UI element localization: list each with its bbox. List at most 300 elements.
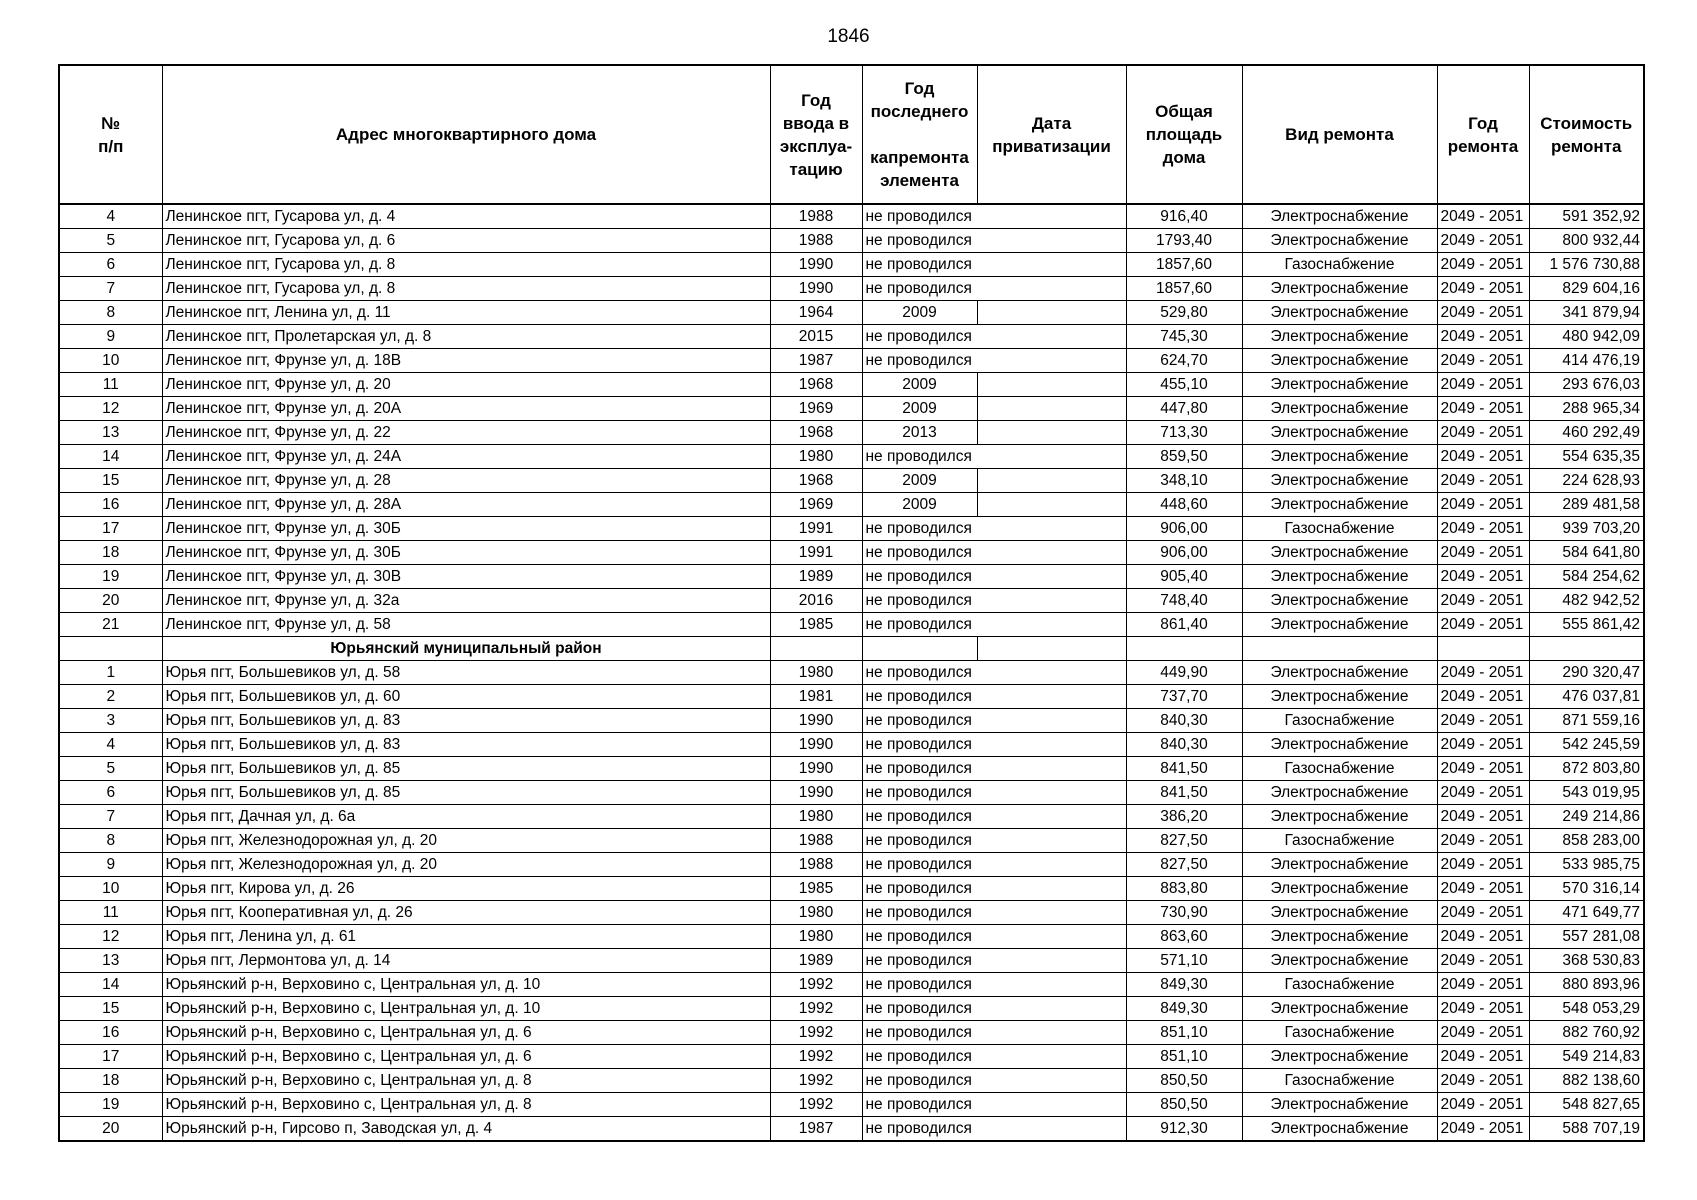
row-privatization [977,589,1126,613]
row-number: 19 [59,1093,162,1117]
row-address: Юрья пгт, Железнодорожная ул, д. 20 [162,853,770,877]
header-year-built: Год ввода в эксплуа- тацию [770,65,862,204]
row-last-repair: не проводился [862,733,977,757]
table-body-top [59,204,1644,637]
row-number: 14 [59,445,162,469]
table-row [59,877,1644,901]
row-address: Юрья пгт, Дачная ул, д. 6а [162,805,770,829]
row-area: 730,90 [1126,901,1242,925]
row-cost: 543 019,95 [1529,781,1644,805]
row-last-repair: не проводился [862,997,977,1021]
row-address: Ленинское пгт, Ленина ул, д. 11 [162,301,770,325]
row-area: 713,30 [1126,421,1242,445]
row-year-built: 2016 [770,589,862,613]
section-title: Юрьянский муниципальный район [162,637,770,661]
row-address: Юрья пгт, Кооперативная ул, д. 26 [162,901,770,925]
row-privatization [977,253,1126,277]
row-area: 851,10 [1126,1021,1242,1045]
table-row [59,445,1644,469]
row-area: 448,60 [1126,493,1242,517]
row-number: 11 [59,901,162,925]
section-empty-cell [1242,637,1437,661]
row-repair-type: Электроснабжение [1242,325,1437,349]
row-repair-period: 2049 - 2051 [1437,1093,1529,1117]
row-area: 348,10 [1126,469,1242,493]
row-cost: 289 481,58 [1529,493,1644,517]
row-cost: 548 827,65 [1529,1093,1644,1117]
row-privatization [977,925,1126,949]
row-area: 1793,40 [1126,229,1242,253]
row-cost: 548 053,29 [1529,997,1644,1021]
row-privatization [977,469,1126,493]
table-row [59,973,1644,997]
row-repair-type: Газоснабжение [1242,517,1437,541]
row-privatization [977,685,1126,709]
row-number: 17 [59,517,162,541]
table-row [59,805,1644,829]
row-cost: 584 254,62 [1529,565,1644,589]
row-privatization [977,493,1126,517]
row-area: 840,30 [1126,733,1242,757]
row-area: 1857,60 [1126,277,1242,301]
row-cost: 570 316,14 [1529,877,1644,901]
row-year-built: 1991 [770,541,862,565]
row-repair-period: 2049 - 2051 [1437,589,1529,613]
header-cost: Стоимость ремонта [1529,65,1644,204]
table-row [59,421,1644,445]
row-area: 1857,60 [1126,253,1242,277]
section-empty-cell [1529,637,1644,661]
row-repair-type: Электроснабжение [1242,421,1437,445]
row-cost: 414 476,19 [1529,349,1644,373]
row-cost: 858 283,00 [1529,829,1644,853]
row-last-repair: не проводился [862,877,977,901]
row-repair-type: Электроснабжение [1242,541,1437,565]
row-year-built: 1990 [770,757,862,781]
row-area: 849,30 [1126,997,1242,1021]
row-last-repair: не проводился [862,613,977,637]
table-row [59,277,1644,301]
row-year-built: 1969 [770,493,862,517]
row-last-repair: не проводился [862,541,977,565]
row-last-repair: не проводился [862,925,977,949]
row-address: Юрьянский р-н, Верховино с, Центральная ул, д. 8 [162,1069,770,1093]
row-last-repair: не проводился [862,781,977,805]
row-repair-type: Электроснабжение [1242,349,1437,373]
row-year-built: 1988 [770,853,862,877]
section-num-cell [59,637,162,661]
row-repair-period: 2049 - 2051 [1437,349,1529,373]
row-privatization [977,349,1126,373]
row-privatization [977,229,1126,253]
row-repair-type: Электроснабжение [1242,397,1437,421]
row-number: 7 [59,805,162,829]
row-number: 17 [59,1045,162,1069]
row-year-built: 1969 [770,397,862,421]
row-area: 849,30 [1126,973,1242,997]
row-repair-type: Электроснабжение [1242,661,1437,685]
row-number: 12 [59,925,162,949]
row-repair-period: 2049 - 2051 [1437,829,1529,853]
row-address: Юрья пгт, Кирова ул, д. 26 [162,877,770,901]
section-row [59,637,1644,661]
row-address: Юрьянский р-н, Верховино с, Центральная ул, д. 8 [162,1093,770,1117]
row-year-built: 1990 [770,781,862,805]
row-year-built: 1990 [770,733,862,757]
row-address: Ленинское пгт, Фрунзе ул, д. 22 [162,421,770,445]
table-row [59,565,1644,589]
row-cost: 800 932,44 [1529,229,1644,253]
row-repair-type: Газоснабжение [1242,757,1437,781]
row-privatization [977,709,1126,733]
row-year-built: 1987 [770,349,862,373]
table-row [59,229,1644,253]
row-privatization [977,301,1126,325]
row-privatization [977,277,1126,301]
table-row [59,661,1644,685]
row-repair-period: 2049 - 2051 [1437,1117,1529,1142]
header-repair-year: Год ремонта [1437,65,1529,204]
row-privatization [977,613,1126,637]
row-repair-period: 2049 - 2051 [1437,204,1529,229]
row-number: 21 [59,613,162,637]
row-cost: 290 320,47 [1529,661,1644,685]
row-cost: 482 942,52 [1529,589,1644,613]
row-address: Юрья пгт, Большевиков ул, д. 83 [162,709,770,733]
row-privatization [977,973,1126,997]
row-privatization [977,949,1126,973]
row-year-built: 1989 [770,565,862,589]
row-address: Ленинское пгт, Пролетарская ул, д. 8 [162,325,770,349]
row-last-repair: не проводился [862,829,977,853]
row-address: Ленинское пгт, Фрунзе ул, д. 30Б [162,517,770,541]
row-area: 386,20 [1126,805,1242,829]
row-address: Ленинское пгт, Фрунзе ул, д. 24А [162,445,770,469]
row-address: Юрья пгт, Большевиков ул, д. 60 [162,685,770,709]
row-repair-period: 2049 - 2051 [1437,277,1529,301]
row-year-built: 1985 [770,613,862,637]
row-cost: 591 352,92 [1529,204,1644,229]
row-privatization [977,829,1126,853]
row-year-built: 1987 [770,1117,862,1142]
row-cost: 549 214,83 [1529,1045,1644,1069]
row-number: 4 [59,733,162,757]
table-row [59,997,1644,1021]
row-number: 15 [59,997,162,1021]
row-repair-period: 2049 - 2051 [1437,373,1529,397]
row-repair-period: 2049 - 2051 [1437,325,1529,349]
row-number: 14 [59,973,162,997]
row-repair-period: 2049 - 2051 [1437,565,1529,589]
row-repair-period: 2049 - 2051 [1437,781,1529,805]
row-repair-type: Электроснабжение [1242,685,1437,709]
row-privatization [977,541,1126,565]
row-area: 745,30 [1126,325,1242,349]
row-cost: 542 245,59 [1529,733,1644,757]
row-number: 5 [59,757,162,781]
row-area: 455,10 [1126,373,1242,397]
row-repair-period: 2049 - 2051 [1437,517,1529,541]
row-area: 912,30 [1126,1117,1242,1142]
row-repair-type: Электроснабжение [1242,589,1437,613]
row-cost: 557 281,08 [1529,925,1644,949]
row-privatization [977,565,1126,589]
row-number: 9 [59,325,162,349]
row-year-built: 1988 [770,204,862,229]
row-area: 850,50 [1126,1069,1242,1093]
table-row [59,1021,1644,1045]
row-address: Ленинское пгт, Фрунзе ул, д. 28А [162,493,770,517]
row-area: 841,50 [1126,781,1242,805]
row-last-repair: 2009 [862,301,977,325]
row-privatization [977,445,1126,469]
table-row [59,589,1644,613]
row-last-repair: не проводился [862,349,977,373]
row-address: Юрья пгт, Большевиков ул, д. 58 [162,661,770,685]
table-row [59,685,1644,709]
row-address: Юрьянский р-н, Верховино с, Центральная ул, д. 10 [162,973,770,997]
row-repair-type: Электроснабжение [1242,733,1437,757]
row-last-repair: не проводился [862,325,977,349]
table-row [59,613,1644,637]
row-privatization [977,1021,1126,1045]
row-number: 6 [59,253,162,277]
row-address: Ленинское пгт, Гусарова ул, д. 4 [162,204,770,229]
row-address: Ленинское пгт, Фрунзе ул, д. 30В [162,565,770,589]
row-number: 12 [59,397,162,421]
row-area: 861,40 [1126,613,1242,637]
row-repair-period: 2049 - 2051 [1437,877,1529,901]
row-cost: 554 635,35 [1529,445,1644,469]
row-cost: 584 641,80 [1529,541,1644,565]
table-row [59,349,1644,373]
section-empty-cell [1126,637,1242,661]
row-number: 8 [59,301,162,325]
page-number: 1846 [827,26,870,47]
row-last-repair: не проводился [862,949,977,973]
header-last-repair: Год последнего капремонта элемента [862,65,977,204]
row-repair-period: 2049 - 2051 [1437,541,1529,565]
row-repair-period: 2049 - 2051 [1437,661,1529,685]
row-privatization [977,517,1126,541]
row-repair-type: Газоснабжение [1242,973,1437,997]
row-last-repair: не проводился [862,853,977,877]
row-year-built: 1968 [770,469,862,493]
row-cost: 480 942,09 [1529,325,1644,349]
table-row [59,1069,1644,1093]
row-year-built: 1992 [770,1093,862,1117]
table-row [59,901,1644,925]
row-number: 19 [59,565,162,589]
row-privatization [977,373,1126,397]
row-year-built: 1980 [770,925,862,949]
table-header-row [59,65,1644,204]
row-repair-type: Электроснабжение [1242,229,1437,253]
row-last-repair: не проводился [862,229,977,253]
row-address: Юрья пгт, Большевиков ул, д. 85 [162,757,770,781]
row-address: Юрьянский р-н, Верховино с, Центральная ул, д. 6 [162,1045,770,1069]
row-area: 827,50 [1126,853,1242,877]
row-number: 7 [59,277,162,301]
row-repair-type: Электроснабжение [1242,277,1437,301]
row-privatization [977,997,1126,1021]
row-privatization [977,1117,1126,1142]
row-area: 851,10 [1126,1045,1242,1069]
table-row [59,397,1644,421]
row-last-repair: 2009 [862,373,977,397]
row-repair-type: Электроснабжение [1242,901,1437,925]
row-repair-type: Электроснабжение [1242,445,1437,469]
header-address: Адрес многоквартирного дома [162,65,770,204]
row-year-built: 1968 [770,373,862,397]
row-privatization [977,204,1126,229]
table-section [59,637,1644,661]
row-number: 9 [59,853,162,877]
row-privatization [977,1093,1126,1117]
row-last-repair: 2009 [862,493,977,517]
row-number: 5 [59,229,162,253]
row-year-built: 1968 [770,421,862,445]
row-repair-type: Электроснабжение [1242,997,1437,1021]
section-empty-cell [1437,637,1529,661]
row-number: 13 [59,421,162,445]
row-privatization [977,661,1126,685]
row-repair-period: 2049 - 2051 [1437,853,1529,877]
row-repair-period: 2049 - 2051 [1437,709,1529,733]
row-repair-type: Электроснабжение [1242,613,1437,637]
row-address: Ленинское пгт, Гусарова ул, д. 8 [162,253,770,277]
table-row [59,373,1644,397]
row-repair-period: 2049 - 2051 [1437,685,1529,709]
row-repair-period: 2049 - 2051 [1437,397,1529,421]
row-address: Юрьянский р-н, Верховино с, Центральная ул, д. 10 [162,997,770,1021]
repair-registry-table [58,64,1645,1142]
row-privatization [977,805,1126,829]
row-cost: 471 649,77 [1529,901,1644,925]
row-year-built: 1992 [770,997,862,1021]
row-privatization [977,853,1126,877]
row-year-built: 1990 [770,709,862,733]
row-address: Ленинское пгт, Гусарова ул, д. 8 [162,277,770,301]
row-cost: 882 760,92 [1529,1021,1644,1045]
row-address: Ленинское пгт, Фрунзе ул, д. 20 [162,373,770,397]
row-number: 16 [59,1021,162,1045]
table-row [59,301,1644,325]
row-repair-type: Газоснабжение [1242,709,1437,733]
row-last-repair: не проводился [862,517,977,541]
row-area: 906,00 [1126,541,1242,565]
row-last-repair: не проводился [862,1069,977,1093]
table-body-bottom [59,661,1644,1142]
row-area: 737,70 [1126,685,1242,709]
header-area: Общая площадь дома [1126,65,1242,204]
row-repair-period: 2049 - 2051 [1437,229,1529,253]
row-last-repair: не проводился [862,253,977,277]
row-number: 20 [59,589,162,613]
row-number: 3 [59,709,162,733]
row-number: 2 [59,685,162,709]
row-repair-type: Электроснабжение [1242,781,1437,805]
row-cost: 555 861,42 [1529,613,1644,637]
row-year-built: 1980 [770,661,862,685]
row-number: 6 [59,781,162,805]
table-row [59,733,1644,757]
row-repair-type: Электроснабжение [1242,925,1437,949]
header-num: № п/п [59,65,162,204]
row-cost: 249 214,86 [1529,805,1644,829]
row-repair-period: 2049 - 2051 [1437,1069,1529,1093]
row-cost: 871 559,16 [1529,709,1644,733]
section-empty-cell [862,637,977,661]
row-repair-period: 2049 - 2051 [1437,469,1529,493]
row-cost: 288 965,34 [1529,397,1644,421]
header-privatization: Дата приватизации [977,65,1126,204]
row-year-built: 1964 [770,301,862,325]
row-area: 883,80 [1126,877,1242,901]
table-row [59,469,1644,493]
row-repair-type: Электроснабжение [1242,805,1437,829]
row-repair-type: Газоснабжение [1242,829,1437,853]
table-row [59,757,1644,781]
section-empty-cell [770,637,862,661]
row-year-built: 1992 [770,973,862,997]
row-cost: 293 676,03 [1529,373,1644,397]
row-repair-period: 2049 - 2051 [1437,445,1529,469]
row-repair-type: Электроснабжение [1242,877,1437,901]
row-privatization [977,733,1126,757]
row-year-built: 1992 [770,1021,862,1045]
row-repair-type: Электроснабжение [1242,493,1437,517]
row-last-repair: не проводился [862,589,977,613]
row-cost: 939 703,20 [1529,517,1644,541]
row-area: 905,40 [1126,565,1242,589]
row-address: Юрья пгт, Ленина ул, д. 61 [162,925,770,949]
row-last-repair: 2009 [862,469,977,493]
row-last-repair: не проводился [862,1021,977,1045]
row-last-repair: 2009 [862,397,977,421]
row-address: Ленинское пгт, Фрунзе ул, д. 20А [162,397,770,421]
row-year-built: 1985 [770,877,862,901]
row-repair-type: Электроснабжение [1242,373,1437,397]
row-last-repair: не проводился [862,709,977,733]
row-repair-period: 2049 - 2051 [1437,613,1529,637]
row-privatization [977,757,1126,781]
row-last-repair: не проводился [862,277,977,301]
row-repair-period: 2049 - 2051 [1437,253,1529,277]
row-repair-type: Электроснабжение [1242,949,1437,973]
row-area: 850,50 [1126,1093,1242,1117]
row-cost: 476 037,81 [1529,685,1644,709]
row-number: 11 [59,373,162,397]
row-year-built: 1980 [770,901,862,925]
row-year-built: 2015 [770,325,862,349]
row-address: Ленинское пгт, Фрунзе ул, д. 58 [162,613,770,637]
row-last-repair: не проводился [862,204,977,229]
row-last-repair: не проводился [862,1093,977,1117]
row-repair-period: 2049 - 2051 [1437,493,1529,517]
row-address: Ленинское пгт, Фрунзе ул, д. 32а [162,589,770,613]
table-row [59,1093,1644,1117]
row-last-repair: не проводился [862,1117,977,1142]
row-number: 13 [59,949,162,973]
row-address: Ленинское пгт, Фрунзе ул, д. 18В [162,349,770,373]
row-address: Ленинское пгт, Фрунзе ул, д. 28 [162,469,770,493]
row-repair-period: 2049 - 2051 [1437,973,1529,997]
row-year-built: 1991 [770,517,862,541]
row-last-repair: не проводился [862,973,977,997]
row-year-built: 1980 [770,445,862,469]
row-number: 4 [59,204,162,229]
